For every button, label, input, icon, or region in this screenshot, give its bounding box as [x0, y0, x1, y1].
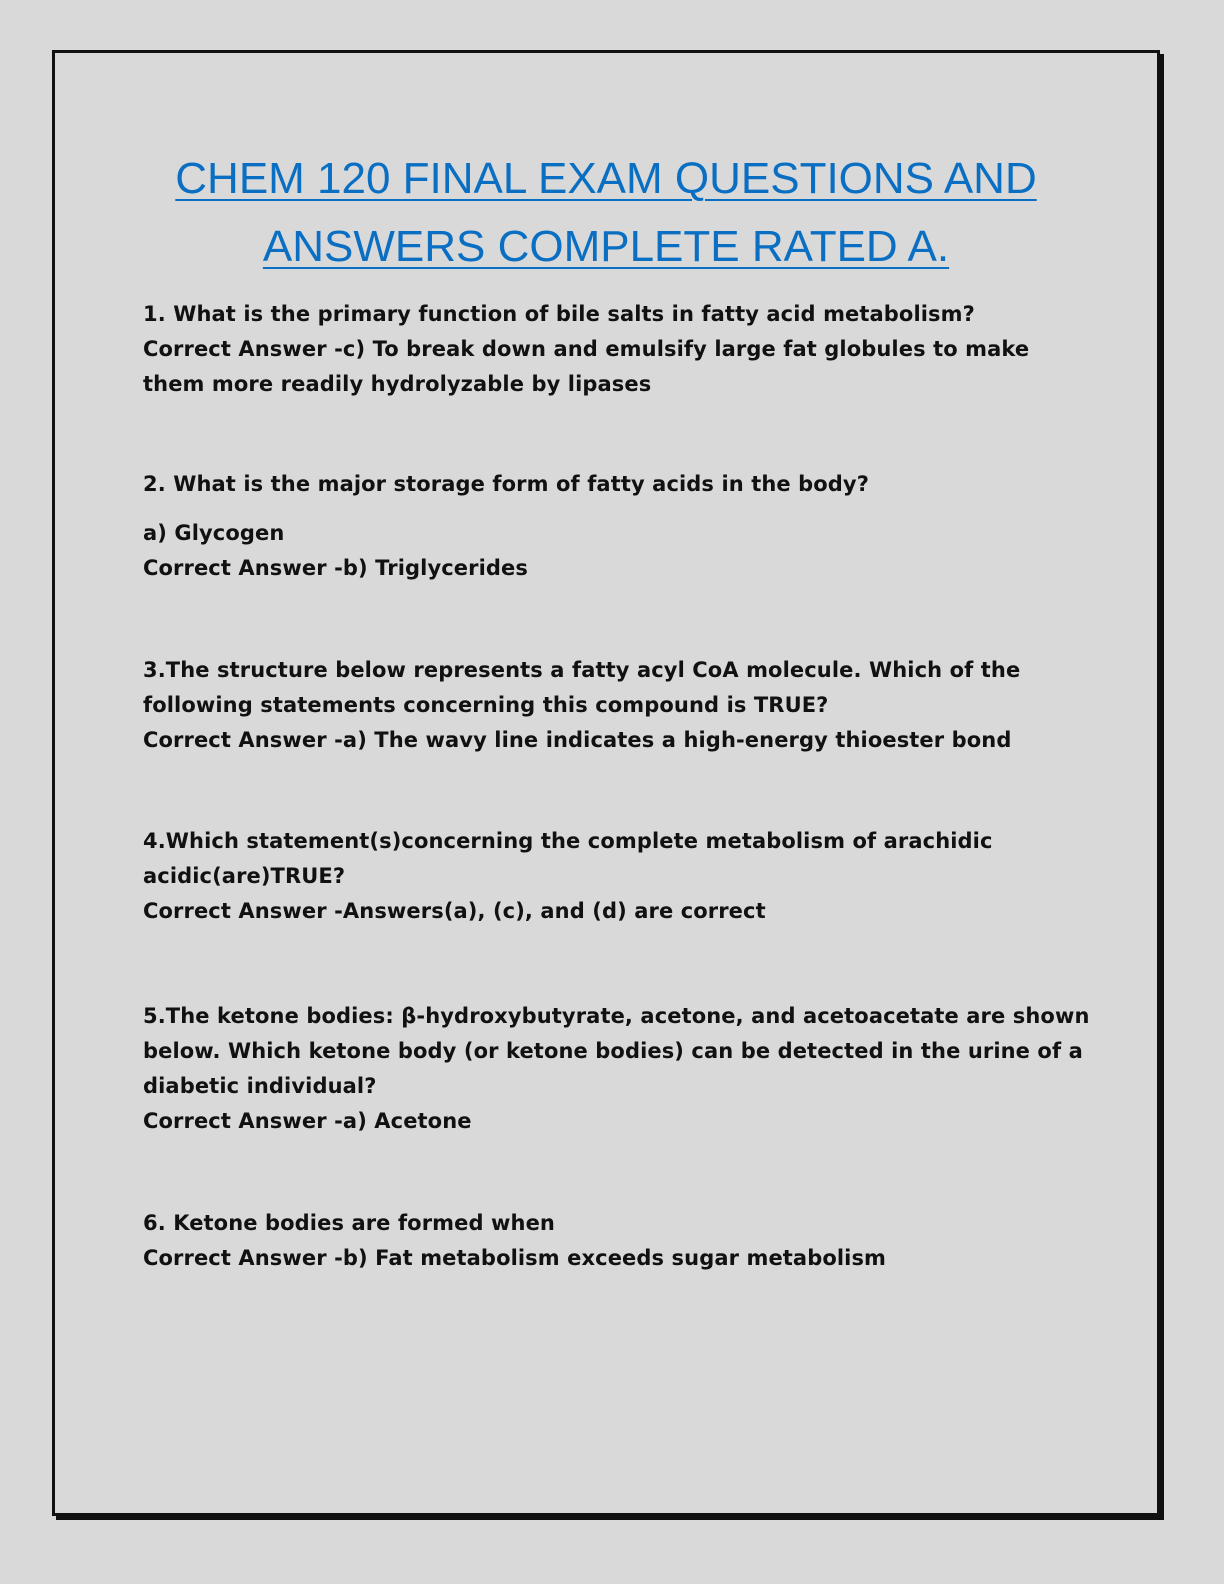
question-text: 3.The structure below represents a fatty acyl CoA molecule. Which of the following statements concerning this compound is TRUE? — [143, 658, 1021, 717]
title-line-1: CHEM 120 FINAL EXAM QUESTIONS AND — [175, 154, 1037, 203]
question-text: 5.The ketone bodies: β-hydroxybutyrate, acetone, and acetoacetate are shown below. Which ketone body (or ketone bodies) can be detected in the urine of a diabetic individual? — [143, 1004, 1090, 1098]
question-block-2 — [143, 467, 1093, 586]
answer-text: Correct Answer -b) Fat metabolism exceeds sugar metabolism — [143, 1246, 887, 1270]
answer-text: Correct Answer -Answers(a), (c), and (d) are correct — [143, 899, 766, 923]
title-line-2: ANSWERS COMPLETE RATED A. — [262, 222, 950, 271]
page-border — [52, 50, 1160, 1516]
question-block-3 — [143, 653, 1093, 758]
question-block-4 — [143, 824, 1093, 929]
question-text: 4.Which statement(s)concerning the complete metabolism of arachidic acidic(are)TRUE? — [143, 829, 993, 888]
answer-text: Correct Answer -a) The wavy line indicates a high-energy thioester bond — [143, 728, 1012, 752]
question-text: 2. What is the major storage form of fatty acids in the body? — [143, 472, 870, 496]
question-block-6 — [143, 1206, 1093, 1276]
question-block-5 — [143, 999, 1093, 1139]
answer-text: Correct Answer -b) Triglycerides — [143, 556, 528, 580]
answer-text: Correct Answer -a) Acetone — [143, 1109, 472, 1133]
question-text: 1. What is the primary function of bile salts in fatty acid metabolism? — [143, 302, 975, 326]
document-title — [55, 145, 1157, 281]
question-text: 6. Ketone bodies are formed when — [143, 1211, 555, 1235]
question-block-1 — [143, 297, 1093, 402]
option-text: a) Glycogen — [143, 521, 285, 545]
answer-text: Correct Answer -c) To break down and emulsify large fat globules to make them more readily hydrolyzable by lipases — [143, 337, 1030, 396]
